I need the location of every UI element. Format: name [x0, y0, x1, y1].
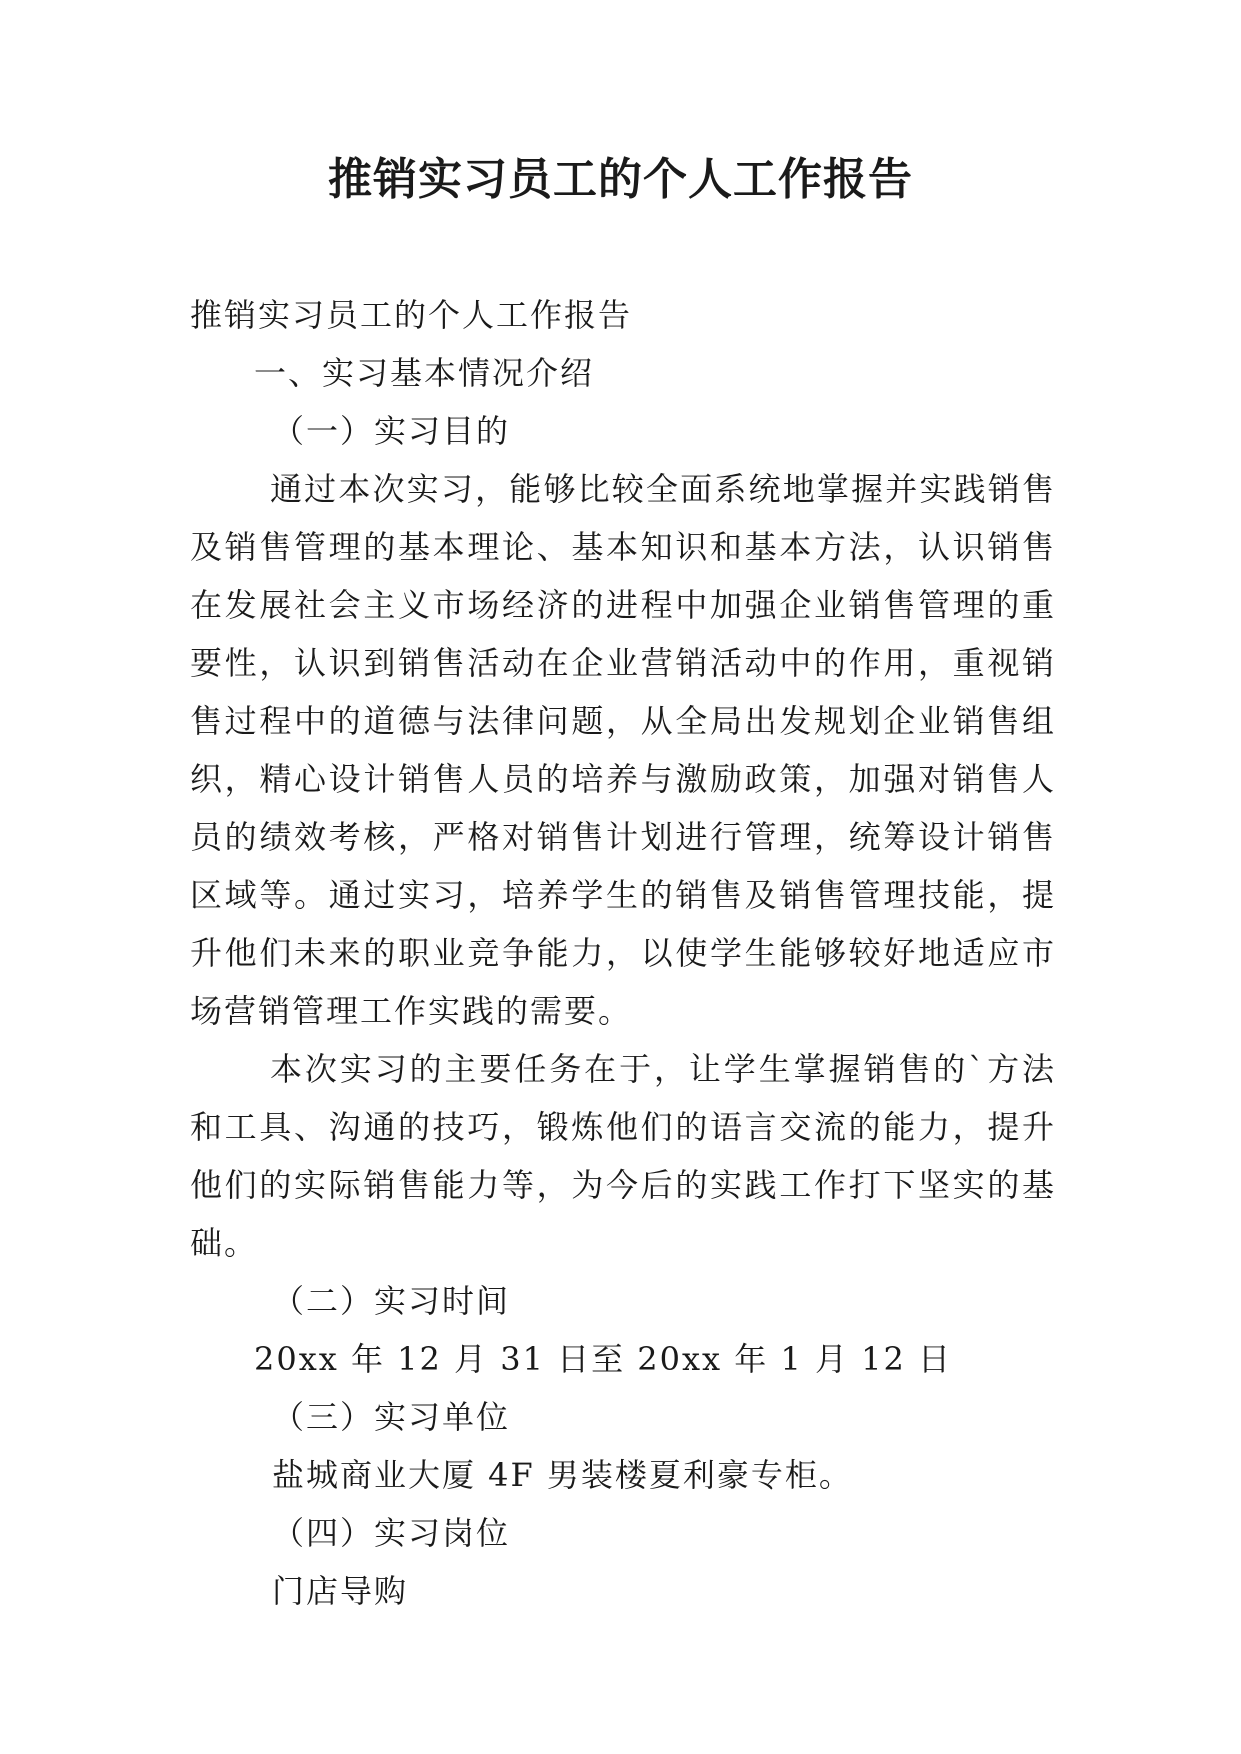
document-body — [190, 286, 1056, 1620]
document-title: 推销实习员工的个人工作报告 — [328, 154, 913, 205]
document-subtitle: 推销实习员工的个人工作报告 — [190, 296, 633, 334]
section-heading-1: 一、实习基本情况介绍 — [254, 354, 595, 392]
purpose-paragraph-1: 通过本次实习，能够比较全面系统地掌握并实践销售及销售管理的基本理论、基本知识和基本方法，认识销售在发展社会主义市场经济的进程中加强企业销售管理的重要性，认识到销售活动在企业营销活动中的作用，重视销售过程中的道德与法律问题，从全局出发规划企业销售组织，精心设计销售人员的培养与激励政策，加强对销售人员的绩效考核，严格对销售计划进行管理，统筹设计销售区域等。通过实习，培养学生的销售及销售管理技能，提升他们未来的职业竞争能力，以使学生能够较好地适应市场营销管理工作实践的需要。 — [190, 470, 1056, 1030]
subsection-heading-time: （二）实习时间 — [272, 1282, 511, 1320]
subsection-heading-unit: （三）实习单位 — [272, 1398, 511, 1436]
internship-position-value: 门店导购 — [272, 1572, 409, 1610]
purpose-paragraph-2: 本次实习的主要任务在于，让学生掌握销售的`方法和工具、沟通的技巧，锻炼他们的语言交流的能力，提升他们的实际销售能力等，为今后的实践工作打下坚实的基础。 — [190, 1050, 1056, 1262]
subsection-heading-purpose: （一）实习目的 — [272, 412, 511, 450]
subsection-heading-position: （四）实习岗位 — [272, 1514, 511, 1552]
internship-unit-value: 盐城商业大厦 4F 男装楼夏利豪专柜。 — [272, 1456, 853, 1494]
internship-time-value: 20xx 年 12 月 31 日至 20xx 年 1 月 12 日 — [254, 1340, 953, 1378]
